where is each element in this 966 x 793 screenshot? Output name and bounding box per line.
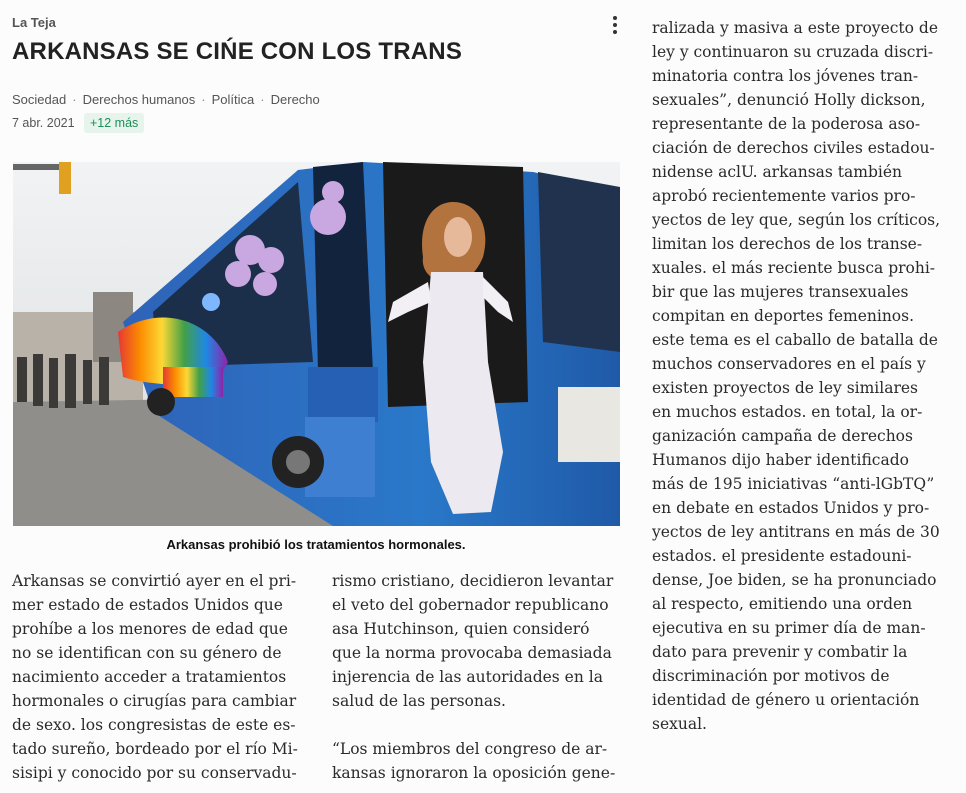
- paragraph: ralizada y masiva a este proyecto de ley y continuaron su cruzada discri- minatoria contra los jóvenes tran- sexuales”, denunció Holly dickson, representante de la poderosa aso- ciación de derechos civiles estadou- nidense aclU. arkansas también aprobó recientemente varios pro- yectos de ley que, según los críticos, limitan los derechos de los transe- xuales. el más reciente busca prohi- bir que las mujeres transexuales compitan en deportes femeninos. este tema es el caballo de batalla de muchos conservadores en el país y existen proyectos de ley similares en muchos estados. en total, la or- ganización campaña de derechos Humanos dijo haber identificado más de 195 iniciativas “anti-lGbTQ” en debate en estados Unidos y pro- yectos de ley antitrans en más de 30 estados. el presidente estadouni- dense, Joe biden, se ha pronunciado al respecto, emitiendo una orden ejecutiva en su primer día de man- dato para prevenir y combatir la discriminación por motivos de identidad de género u orientación sexual.: [652, 19, 941, 733]
- tag-derechos-humanos[interactable]: Derechos humanos: [82, 92, 196, 107]
- tag-separator: ·: [260, 92, 265, 107]
- more-tags-button[interactable]: +12 más: [84, 113, 144, 133]
- paragraph: Arkansas se convirtió ayer en el pri- mer estado de estados Unidos que prohíbe a los menores de edad que no se identifican con su género de nacimiento acceder a tratamientos hormonales o cirugías para cambiar de sexo. los congresistas de este es- tado sureño, bordeado por el río Mi- sisipi y conocido por su conservadu-: [12, 572, 298, 782]
- publication-name: La Teja: [12, 15, 56, 30]
- more-options-icon[interactable]: [606, 14, 624, 36]
- article-column-3: [652, 16, 942, 736]
- paragraph: “Los miembros del congreso de ar- kansas ignoraron la oposición gene-: [332, 740, 616, 782]
- tag-separator: ·: [72, 92, 77, 107]
- publish-date: 7 abr. 2021: [12, 116, 75, 130]
- photo-caption: Arkansas prohibió los tratamientos hormonales.: [166, 537, 466, 552]
- article-photo: [13, 162, 620, 526]
- tag-politica[interactable]: Política: [211, 92, 255, 107]
- paragraph: rismo cristiano, decidieron levantar el veto del gobernador republicano asa Hutchinson, quien consideró que la norma provocaba demasiada injerencia de las autoridades en la salud de las personas.: [332, 572, 614, 710]
- article-column-1: [12, 569, 312, 785]
- article-title: ARKANSAS SE CIŃE CON LOS TRANS: [12, 38, 463, 65]
- tag-derecho[interactable]: Derecho: [270, 92, 320, 107]
- tag-sociedad[interactable]: Sociedad: [12, 92, 67, 107]
- tag-list: [12, 92, 320, 107]
- tag-separator: ·: [201, 92, 206, 107]
- article-column-2: [332, 569, 622, 785]
